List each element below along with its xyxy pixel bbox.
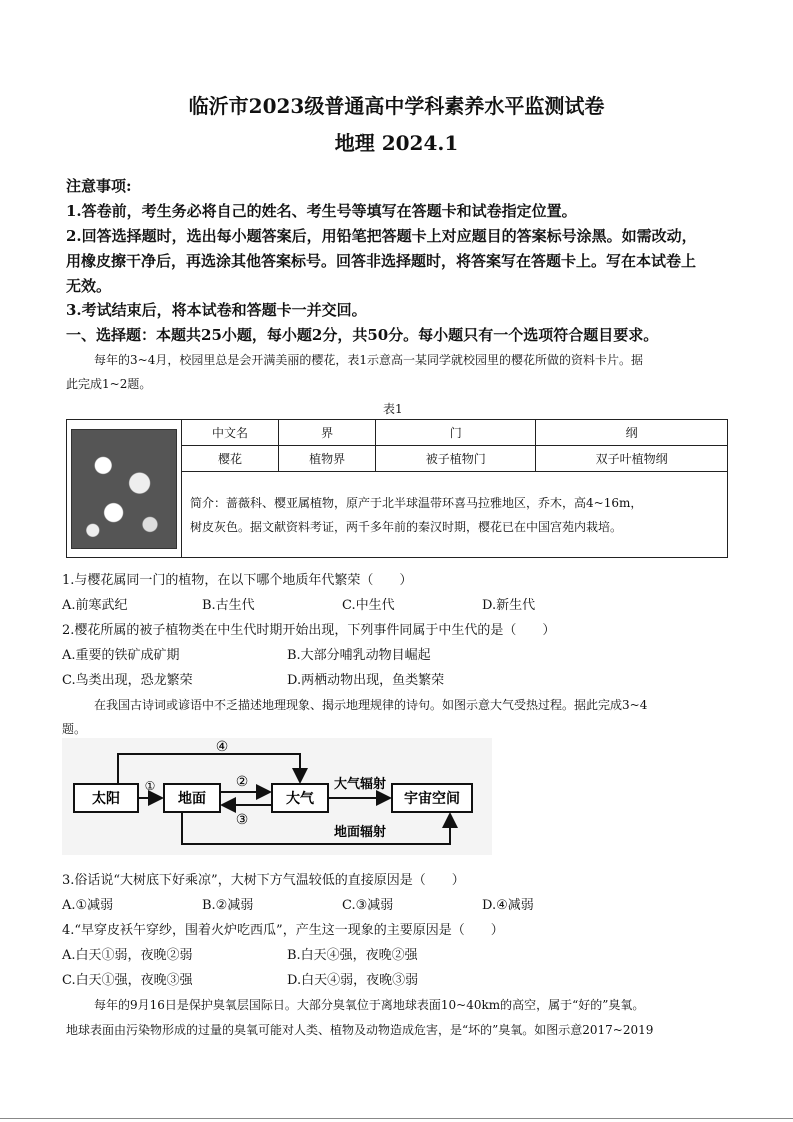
notice-item-1: 1.答卷前，考生务必将自己的姓名、考生号等填写在答题卡和试卷指定位置。 — [66, 202, 577, 220]
label-3: ③ — [235, 812, 249, 828]
q1-option-a: A.前寒武纪 — [62, 598, 128, 613]
page-subtitle: 地理 2024.1 — [334, 131, 459, 155]
cherry-info-table — [66, 419, 728, 558]
notice-item-2-line-1: 2.回答选择题时，选出每小题答案后，用铅笔把答题卡上对应题目的答案标号涂黑。如需改动， — [66, 227, 697, 245]
q2-option-a: A.重要的铁矿成矿期 — [62, 648, 180, 663]
intro-3-4-line-2: 题。 — [62, 722, 87, 736]
page-bottom-divider — [0, 1118, 793, 1119]
table-intro-line-1: 简介：蔷薇科、樱亚属植物，原产于北半球温带环喜马拉雅地区，乔木，高4~16m， — [190, 495, 643, 510]
cherry-blossom-image — [67, 420, 182, 558]
space-label: 宇宙空间 — [404, 791, 460, 807]
table-header: 门 — [376, 420, 536, 446]
intro-5-line-2: 地球表面由污染物形成的过量的臭氧可能对人类、植物及动物造成危害，是“坏的”臭氧。如图示意2017~2019 — [66, 1023, 654, 1037]
q3-option-d: D.④减弱 — [482, 898, 534, 913]
section-heading: 一、选择题：本题共25小题，每小题2分，共50分。每小题只有一个选项符合题目要求。 — [66, 326, 659, 344]
table-intro-line-2: 树皮灰色。据文献资料考证，两千多年前的秦汉时期，樱花已在中国宫苑内栽培。 — [190, 519, 623, 534]
q1-option-b: B.古生代 — [202, 598, 255, 613]
atmosphere-label: 大气 — [286, 791, 314, 807]
table-intro — [182, 472, 728, 558]
notice-item-3: 3.考试结束后，将本试卷和答题卡一并交回。 — [66, 301, 367, 319]
intro-3-4-line-1: 在我国古诗词或谚语中不乏描述地理现象、揭示地理规律的诗句。如图示意大气受热过程。据此完成3~4 — [94, 698, 648, 712]
page-title: 临沂市2023级普通高中学科素养水平监测试卷 — [188, 94, 605, 118]
table-header: 界 — [279, 420, 376, 446]
notice-item-2-line-2: 用橡皮擦干净后，再选涂其他答案标号。回答非选择题时，将答案写在答题卡上。写在本试卷上 — [66, 252, 697, 270]
question-2: 2.樱花所属的被子植物类在中生代时期开始出现，下列事件同属于中生代的是（ ） — [62, 623, 556, 638]
question-3: 3.俗话说“大树底下好乘凉”，大树下方气温较低的直接原因是（ ） — [62, 873, 465, 888]
table-header: 纲 — [536, 420, 728, 446]
q3-option-c: C.③减弱 — [342, 898, 394, 913]
table-cell: 被子植物门 — [376, 446, 536, 472]
question-1: 1.与樱花属同一门的植物，在以下哪个地质年代繁荣（ ） — [62, 573, 413, 588]
q1-option-c: C.中生代 — [342, 598, 395, 613]
label-1: ① — [144, 779, 156, 793]
intro-5-line-1: 每年的9月16日是保护臭氧层国际日。大部分臭氧位于离地球表面10~40km的高空，属于“好的”臭氧。 — [94, 998, 645, 1012]
label-2: ② — [235, 774, 249, 790]
q3-option-a: A.①减弱 — [62, 898, 114, 913]
atmosphere-heating-diagram — [62, 738, 492, 855]
notice-item-2-line-3: 无效。 — [66, 277, 112, 295]
table-cell: 双子叶植物纲 — [536, 446, 728, 472]
q2-option-d: D.两栖动物出现，鱼类繁荣 — [287, 673, 445, 688]
label-4: ④ — [215, 739, 229, 755]
q2-option-b: B.大部分哺乳动物目崛起 — [287, 648, 431, 663]
intro-1-2-line-1: 每年的3~4月，校园里总是会开满美丽的樱花，表1示意高一某同学就校园里的樱花所做的资料卡片。据 — [94, 353, 643, 367]
q1-option-d: D.新生代 — [482, 598, 536, 613]
ground-label: 地面 — [178, 791, 206, 807]
q4-option-c: C.白天①强，夜晚③强 — [62, 973, 193, 988]
q4-option-d: D.白天④弱，夜晚③弱 — [287, 973, 419, 988]
atm-radiation-label: 大气辐射 — [333, 777, 387, 792]
q2-option-c: C.鸟类出现，恐龙繁荣 — [62, 673, 193, 688]
q4-option-a: A.白天①弱，夜晚②弱 — [62, 948, 193, 963]
question-4: 4.“早穿皮袄午穿纱，围着火炉吃西瓜”，产生这一现象的主要原因是（ ） — [62, 923, 504, 938]
table-cell: 樱花 — [182, 446, 279, 472]
table-header: 中文名 — [182, 420, 279, 446]
q3-option-b: B.②减弱 — [202, 898, 254, 913]
sun-label: 太阳 — [92, 791, 120, 807]
table-cell: 植物界 — [279, 446, 376, 472]
ground-radiation-label: 地面辐射 — [333, 825, 387, 840]
notice-heading: 注意事项: — [66, 177, 132, 195]
intro-1-2-line-2: 此完成1~2题。 — [66, 377, 152, 391]
table-caption: 表1 — [383, 402, 403, 416]
q4-option-b: B.白天④强，夜晚②强 — [287, 948, 418, 963]
